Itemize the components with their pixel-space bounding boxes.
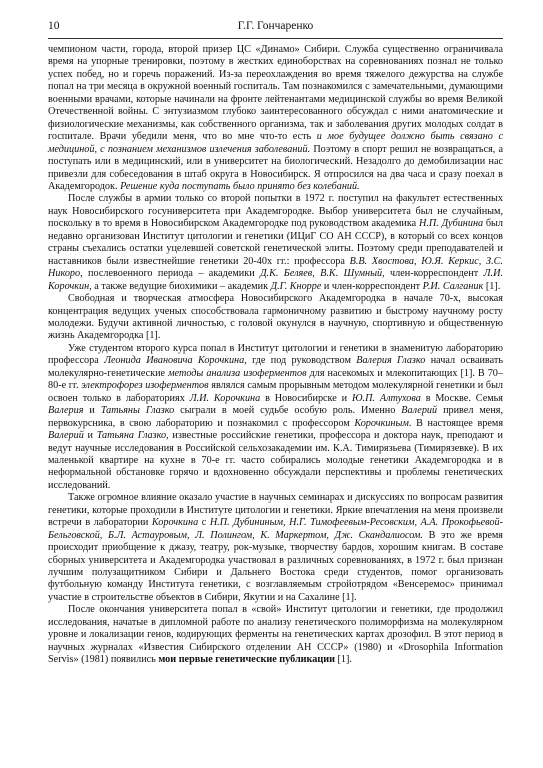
paragraph-seminars <box>48 492 503 604</box>
text-run: Поэтому в спорт решил не возвращаться, а поступать или в медицинский, или в университет на биологический. Незадолго до демобилизации нас привезли для собеседования в штаб округа в Новосибирск. Я отпросился на два часа и сразу поехал в Академгородок. <box>48 143 503 192</box>
text-run: и член-корреспондент <box>321 280 423 292</box>
body-text <box>48 44 503 667</box>
page-number: 10 <box>48 20 60 32</box>
italic-run: Р.И. Салганик <box>422 280 484 292</box>
text-run: В это же время происходит приобщение к джазу, театру, рок-музыке, творчеству бардов, хорошим книгам. В составе сборных университета и Академгородка участвовал в различных соревнованиях, в 1972 г. был признан лучшим полузащитником Сибири и Дальнего Востока среди студентов, помог организовать футбольную команду Института генетики, с возглавляемым стройотрядом «Венсеремос» принимал участие в строительстве объектов в Сибири, Якутии и на Сахалине [1]. <box>48 529 503 603</box>
italic-run: Н.П. Дубининым, Н.Г. Тимофеевым-Ресовским, А.А. Прокофьевой-Бельговской, Б.Л. Астауровым, Л. Полингом, К. Маркертом, Дж. Скандалиосом. <box>48 517 503 541</box>
text-run: был недавно организован Институт цитологии и генетики (ИЦиГ СО АН СССР), в который со всех концов страны съехались остатки уцелевшей советской генетической элиты. Поэтому среди преподавателей и наставников были известнейшие генетики 20-40х гг.: профессора <box>48 218 503 267</box>
paragraph-army-service <box>48 44 503 193</box>
italic-run: Валерия Глазко <box>356 355 426 367</box>
bold-run: мои первые генетические публикации <box>158 654 335 666</box>
text-run: известные российские генетики, профессора и доктора наук, преподают и ведут научные исследования в Российской сельхозакадемии им. К.А. Тимирязьева (Тимирязевке). В их маленькой квартире на кухне в 70-е гг. часто собирались молодые генетики Академгородка и в неформальной обстановке горячо и вдохновенно обсуждали перспективы и проблемы генетических исследований. <box>48 430 503 491</box>
italic-run: электрофорез изоферментов <box>81 380 209 392</box>
text-run: , а также ведущие биохимики – академик <box>89 280 271 292</box>
text-run: начал осваивать молекулярно-генетические <box>48 355 503 379</box>
text-run: для насекомых и млекопитающих [1]. В 70–80-е гг. <box>48 367 503 392</box>
italic-run: Татьяна Глазко, <box>96 430 169 442</box>
italic-run: Корочкина <box>151 517 199 529</box>
paragraph-first-publications <box>48 604 503 666</box>
paragraph-atmosphere <box>48 293 503 343</box>
italic-run: Ю.П. Алтухова <box>352 392 421 404</box>
paragraph-laboratory <box>48 343 503 492</box>
text-run: После службы в армии только со второй попытки в 1972 г. поступил на факультет естественных наук Новосибирского госуниверситета при Академгородке. Выбор университета был не случайным, поскольку в то время в Новосибирском Академгородке под руководством академика <box>48 193 503 230</box>
italic-run: Татьяны Глазко <box>100 405 175 417</box>
text-run: и <box>83 430 97 442</box>
italic-run: Н.П. Дубинина <box>418 218 484 230</box>
text-run: в Москве. Семья <box>420 392 503 404</box>
italic-run: Л.И. Корочкин <box>48 268 503 292</box>
italic-run: Решение куда поступать было принято без колебаний. <box>120 180 360 192</box>
paragraph-university <box>48 193 503 293</box>
running-header <box>48 20 503 38</box>
text-run: и <box>83 405 101 417</box>
italic-run: Л.И. Корочкина <box>189 392 261 404</box>
text-run: Свободная и творческая атмосфера Новосибирского Академгородка в начале 70-х, высокая концентрация ведущих ученых способствовала гармоничному развитию и быстрому научному росту молодежи. Будучи активной личностью, с головой окунулся в научную, спортивную и общественную жизнь Академгородка [1]. <box>48 293 503 342</box>
italic-run: методы анализа изоферментов <box>168 367 307 379</box>
italic-run: Леонида Ивановича Корочкина <box>104 355 245 367</box>
text-run: являлся самым прорывным методом молекулярной генетики и был освоен только в лабораториях <box>48 380 503 404</box>
italic-run: Валерия <box>48 405 84 417</box>
text-run: чемпионом части, города, второй призер ЦС «Динамо» Сибири. Служба существенно ограничивала время на упорные тренировки, поэтому в жестких единоборствах на соревнованиях познал не только успех побед, но и горечь поражений. Из-за переохлаждения во время тяжелого дежурства на службе попал на три месяца в окружной военный госпиталь. Там познакомился с замечательными, думающими военными врачами, которые начинали на фронте лейтенантами медицинской службы во время Великой Отечественной войны. С энтузиазмом глубоко заинтересованного обсуждал с ними анатомические и физиологические механизмы, как собственного организма, так и заболевания других молодых солдат в госпитале. Врачи убедили меня, что во мне что-то есть <box>48 44 503 143</box>
text-run: член-корреспондент <box>384 268 484 280</box>
text-run: с <box>198 517 210 529</box>
italic-run: Корочкиным <box>354 417 409 429</box>
text-run: [1]. <box>334 654 352 666</box>
text-run: привел меня, первокурсника, в свою лабораторию и познакомил с профессором <box>48 405 504 429</box>
text-run: послевоенного периода – академики <box>82 268 261 280</box>
text-run: , где под руководством <box>244 355 357 367</box>
text-run: в Новосибирске и <box>260 392 353 404</box>
italic-run: Д.Г. Кнорре <box>270 280 322 292</box>
text-run: [1]. <box>483 280 501 292</box>
italic-run: В.В. Хвостова, Ю.Я. Керкис, З.С. Никоро, <box>48 255 503 280</box>
text-run: . В настоящее время <box>408 417 503 429</box>
italic-run: Валерий <box>401 405 438 417</box>
text-run: Уже студентом второго курса попал в Институт цитологии и генетики в знаменитую лабораторию профессора <box>48 342 503 367</box>
text-run: После окончания университета попал в «свой» Институт цитологии и генетики, где продолжил исследования, начатые в дипломной работе по анализу генетического полиморфизма на молекулярном уровне и локализации генов, кодирующих ферменты на генетических картах дрозофил. В этот период в научных журналах «Известия Сибирского отделении АН СССР» (1980) и «Drosophila Information Servis» (1981) появились <box>48 604 503 666</box>
italic-run: Д.К. Беляев, В.К. Шумный, <box>260 268 385 280</box>
italic-run: и мое будущее должно быть связано с медициной, с познанием механизмов излечения заболеваний. <box>48 131 503 155</box>
running-head-author: Г.Г. Гончаренко <box>237 20 314 32</box>
header-rule <box>48 38 503 39</box>
italic-run: Валерий <box>48 430 84 442</box>
text-run: Также огромное влияние оказало участие в научных семинарах и дискуссиях по вопросам развития генетики, которые проходили в Институте цитологии и генетики. Яркие впечатления на меня произвели встречи в лаборатории <box>48 492 503 529</box>
text-run: сыграли в моей судьбе особую роль. Именно <box>174 405 402 417</box>
